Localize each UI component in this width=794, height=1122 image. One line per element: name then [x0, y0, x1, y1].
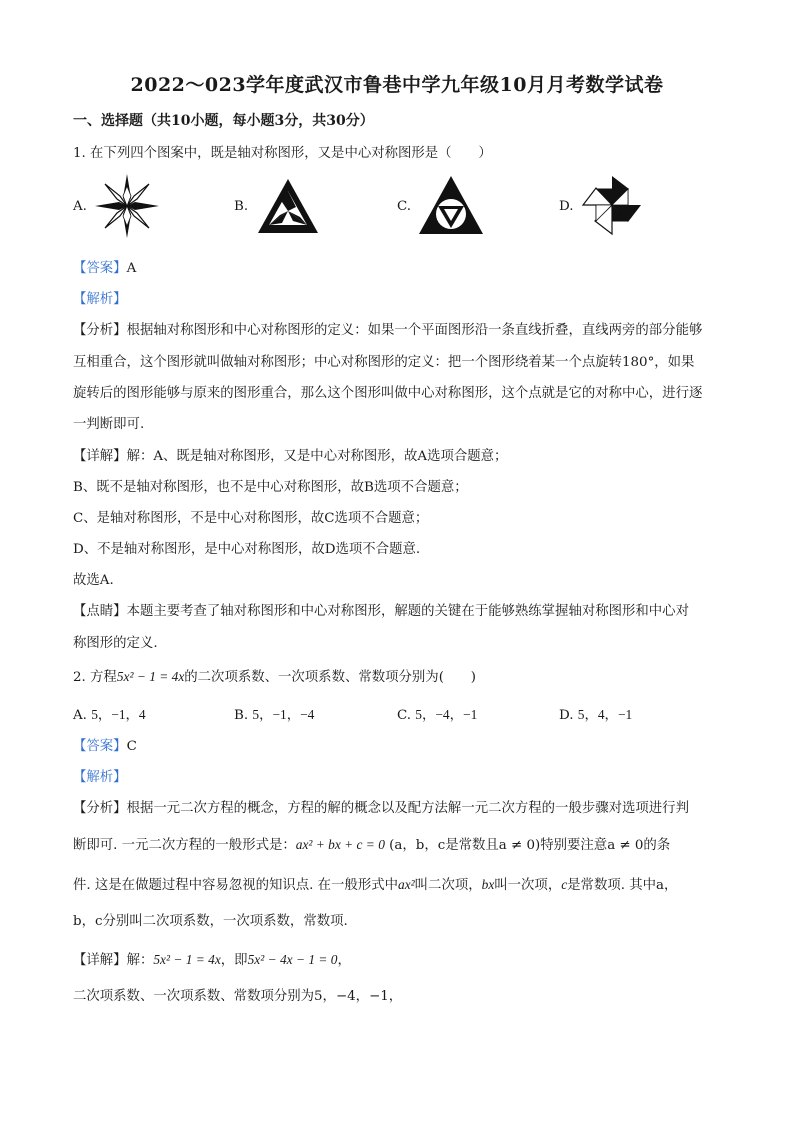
q2-answer-value: C [126, 739, 137, 754]
q2-term-ax2: ax² [398, 877, 415, 892]
q1-option-a-label: A. [73, 199, 87, 214]
q1-option-b-figure [256, 177, 320, 235]
q2-fenxi-line-3 [73, 874, 733, 893]
q1-option-d-figure [579, 172, 645, 238]
q2-option-a-label: A. [73, 708, 87, 723]
q1-detail-text-1: 解：A、既是轴对称图形，又是中心对称图形，故A选项合题意； [126, 449, 508, 464]
q2-fenxi-3a: 件. 这是在做题过程中容易忽视的知识点. 在一般形式中 [73, 878, 399, 893]
q2-analysis-tag: 【解析】 [73, 770, 127, 785]
q1-detail-line-2: B、既不是轴对称图形，也不是中心对称图形，故B选项不合题意； [73, 480, 468, 495]
q2-option-d-value: 5，4，−1 [577, 707, 633, 722]
q1-option-d-label: D. [559, 199, 574, 214]
q1-dianjing-line-1 [73, 600, 733, 619]
q2-option-d [559, 704, 632, 723]
q2-answer [73, 735, 733, 754]
q2-detail-eq2: 5x² − 4x − 1 = 0 [247, 952, 338, 967]
q1-option-c-figure [417, 174, 485, 236]
q2-fenxi-line-4: b，c分别叫二次项系数，一次项系数，常数项. [73, 914, 348, 929]
q1-fenxi-line-3: 旋转后的图形能够与原来的图形重合，那么这个图形叫做中心对称图形，这个点就是它的对称中心，进行逐 [73, 386, 703, 401]
q2-detail-line-1 [73, 949, 733, 968]
q2-fenxi-3c: 叫一次项， [494, 878, 562, 893]
q2-term-c: c [561, 877, 568, 892]
q2-detail-tag: 【详解】 [73, 953, 127, 968]
q2-detail-a: 解： [126, 953, 154, 968]
q1-fenxi-line-1 [73, 319, 733, 338]
q1-answer-tag: 【答案】 [73, 261, 127, 276]
q1-analysis-tag: 【解析】 [73, 292, 127, 307]
q1-detail-line-3: C、是轴对称图形，不是中心对称图形，故C选项不合题意； [73, 511, 429, 526]
q2-stem [73, 666, 733, 685]
q2-detail-b: ，即 [220, 953, 248, 968]
page-title: 2022～023学年度武汉市鲁巷中学九年级10月月考数学试卷 [130, 74, 664, 96]
q2-detail-c: ， [337, 953, 351, 968]
q2-term-bx: bx [481, 877, 495, 892]
q2-option-c-value: 5，−4，−1 [415, 707, 478, 722]
q1-detail-line-5: 故选A. [73, 573, 114, 588]
q1-detail-tag: 【详解】 [73, 449, 127, 464]
q1-stem: 1. 在下列四个图案中，既是轴对称图形，又是中心对称图形是（ ） [73, 146, 492, 161]
q2-option-b-value: 5，−1，−4 [252, 707, 315, 722]
q2-fenxi-tag: 【分析】 [73, 801, 127, 816]
q2-fenxi-3d: 是常数项. 其中a， [567, 878, 678, 893]
q2-fenxi-line-2 [73, 834, 733, 853]
q2-option-c-label: C. [397, 708, 412, 723]
q2-fenxi-text-1: 根据一元二次方程的概念，方程的解的概念以及配方法解一元二次方程的一般步骤对选项进行判 [126, 801, 689, 816]
q2-option-a [73, 704, 146, 723]
q1-fenxi-line-4: 一判断即可. [73, 417, 145, 432]
q2-fenxi-line-1 [73, 797, 733, 816]
q1-fenxi-tag: 【分析】 [73, 323, 127, 338]
q2-fenxi-2b: (a，b，c是常数且a ≠ 0)特别要注意a ≠ 0的条 [389, 838, 671, 853]
q2-detail-line-2: 二次项系数、一次项系数、常数项分别为5，−4，−1， [73, 989, 403, 1004]
q2-option-a-value: 5，−1，4 [91, 707, 146, 722]
q2-fenxi-3b: 叫二次项， [414, 878, 482, 893]
q2-option-c [397, 704, 477, 723]
section-heading: 一、选择题（共10小题，每小题3分，共30分） [73, 113, 374, 129]
q1-answer-value: A [126, 261, 137, 276]
q1-answer [73, 257, 733, 276]
q2-stem-post: 的二次项系数、一次项系数、常数项分别为( ) [184, 670, 476, 685]
q1-option-c-label: C. [397, 199, 412, 214]
q2-option-b [234, 704, 314, 723]
q2-equation: 5x² − 1 = 4x [116, 669, 185, 684]
q2-general-form: ax² + bx + c = 0 [295, 837, 385, 852]
q2-option-b-label: B. [234, 708, 249, 723]
q1-fenxi-text-1: 根据轴对称图形和中心对称图形的定义：如果一个平面图形沿一条直线折叠，直线两旁的部分能够 [126, 323, 703, 338]
q1-option-a-figure [93, 172, 161, 240]
q2-answer-tag: 【答案】 [73, 739, 127, 754]
q2-option-d-label: D. [559, 708, 574, 723]
q1-dianjing-text-1: 本题主要考查了轴对称图形和中心对称图形，解题的关键在于能够熟练掌握轴对称图形和中心对 [126, 604, 689, 619]
q1-option-b-label: B. [234, 199, 249, 214]
q1-detail-line-1 [73, 445, 733, 464]
q1-fenxi-line-2: 互相重合，这个图形就叫做轴对称图形；中心对称图形的定义：把一个图形绕着某一个点旋转180°，如果 [73, 355, 695, 370]
q2-stem-pre: 2. 方程 [73, 670, 117, 685]
q1-detail-line-4: D、不是轴对称图形，是中心对称图形，故D选项不合题意. [73, 542, 421, 557]
q2-fenxi-2a: 断即可. 一元二次方程的一般形式是： [73, 838, 296, 853]
q1-dianjing-tag: 【点睛】 [73, 604, 127, 619]
q1-dianjing-line-2: 称图形的定义. [73, 636, 158, 651]
q2-detail-eq1: 5x² − 1 = 4x [153, 952, 221, 967]
